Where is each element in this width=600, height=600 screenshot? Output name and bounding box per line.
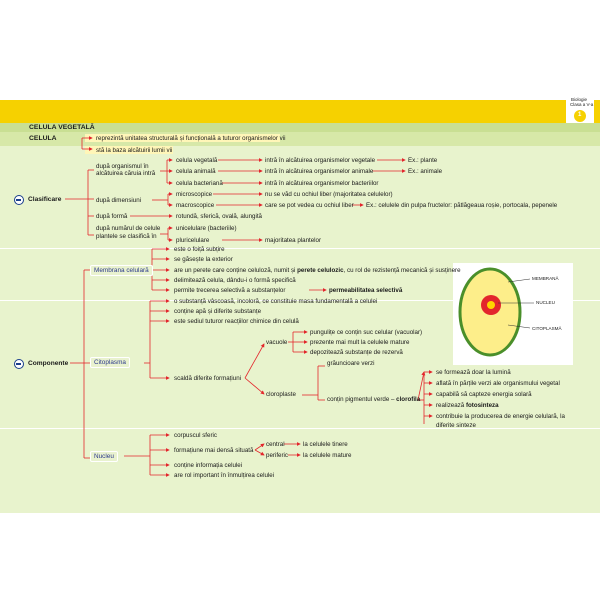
diagram-label-citoplasma: CITOPLASMĂ bbox=[532, 326, 562, 331]
class-item-example: Ex.: plante bbox=[408, 157, 438, 164]
dim-item-desc: care se pot vedea cu ochiul liber bbox=[265, 202, 354, 209]
nucleu-sub-desc: la celulele mature bbox=[303, 452, 352, 459]
cloroplaste-item bbox=[327, 396, 420, 403]
membrana-item: permite trecerea selectivă a substanțelor bbox=[174, 287, 286, 294]
numar-item: pluricelulare bbox=[176, 237, 210, 244]
membrana-tag: Membrana celulară bbox=[90, 265, 153, 276]
vacuole-item: pungulițe ce conțin suc celular (vacuolar) bbox=[310, 329, 423, 336]
membrana-text: are un perete care conține celuloză, numit și bbox=[174, 267, 298, 274]
nucleu-item: corpuscul sferic bbox=[174, 432, 217, 439]
vacuole-label: vacuole bbox=[266, 339, 288, 346]
arrow-circle-icon bbox=[14, 195, 24, 205]
class-item: celula bacteriană bbox=[176, 180, 223, 187]
class-item-desc: intră în alcătuirea organismelor animale bbox=[265, 168, 374, 175]
forma-label: după formă bbox=[96, 213, 128, 220]
membrana-item: este o foiță subțire bbox=[174, 246, 225, 253]
nucleu-sub-desc: la celulele tinere bbox=[303, 441, 348, 448]
perete-celulozic-term: perete celulozic bbox=[297, 267, 344, 274]
nucleu-tag: Nucleu bbox=[90, 451, 118, 462]
membrana-item bbox=[174, 267, 461, 274]
vacuole-item: depozitează substanțe de rezervă bbox=[310, 349, 403, 356]
componente-label: Componente bbox=[28, 360, 69, 367]
class-item-desc: intră în alcătuirea organismelor bacteriilor bbox=[265, 180, 379, 187]
permeabilitate-term: permeabilitatea selectivă bbox=[329, 287, 403, 294]
nucleu-sub: central bbox=[266, 441, 285, 448]
celula-def-1: reprezintă unitatea structurală și funcțională a tuturor organismelor vii bbox=[96, 135, 286, 142]
diagram-label-membrana: MEMBRANĂ bbox=[532, 276, 559, 281]
class-item-example: Ex.: animale bbox=[408, 168, 443, 175]
dim-item: microscopice bbox=[176, 191, 213, 198]
celula-label: CELULA bbox=[29, 135, 57, 142]
badge-grade: Clasa a V-a bbox=[570, 102, 594, 107]
nucleu-sub: periferic bbox=[266, 452, 289, 459]
clorofila-text: realizează bbox=[436, 402, 466, 409]
citoplasma-tag: Citoplasma bbox=[90, 357, 130, 368]
clorofila-term: clorofila bbox=[396, 396, 421, 403]
nucleolus-shape bbox=[487, 301, 495, 309]
clasificare-label: Clasificare bbox=[28, 196, 62, 203]
nucleu-item: formațiune mai densă situată bbox=[174, 447, 254, 454]
membrana-text: , cu rol de rezistență mecanică și susținere bbox=[343, 267, 461, 274]
membrana-item: delimitează celula, dându-i o formă specifică bbox=[174, 277, 296, 284]
cloroplaste-item: grăuncioare verzi bbox=[327, 360, 375, 367]
diagram-label-nucleu: NUCLEU bbox=[536, 300, 555, 305]
clorofila-item: diferite sinteze bbox=[436, 422, 476, 429]
citoplasma-item: este sediul tuturor reacțiilor chimice din celulă bbox=[174, 318, 299, 325]
dim-label: după dimensiuni bbox=[96, 197, 142, 204]
organism-label-1: după organismul în bbox=[96, 163, 149, 170]
numar-label-1: după numărul de celule bbox=[96, 225, 161, 232]
numar-item: unicelulare (bacteriile) bbox=[176, 225, 237, 232]
vacuole-item: prezente mai mult la celulele mature bbox=[310, 339, 410, 346]
clorofila-item: capabilă să capteze energia solară bbox=[436, 391, 532, 398]
numar-item-desc: majoritatea plantelor bbox=[265, 237, 322, 244]
numar-label-2: plantele se clasifică în bbox=[96, 233, 157, 240]
nucleu-item: are rol important în înmulțirea celulei bbox=[174, 472, 275, 479]
forma-value: rotundă, sferică, ovală, alungită bbox=[176, 213, 262, 220]
dim-item-desc: nu se văd cu ochiul liber (majoritatea celulelor) bbox=[265, 191, 393, 198]
citoplasma-item: o substanță vâscoasă, incoloră, ce constituie masa fundamentală a celulei bbox=[174, 298, 378, 305]
clorofila-item: se formează doar la lumină bbox=[436, 369, 511, 376]
badge-number: 1 bbox=[578, 112, 582, 118]
class-item: celula vegetală bbox=[176, 157, 218, 164]
dim-item: macroscopice bbox=[176, 202, 215, 209]
citoplasma-item: conține apă și diferite substanțe bbox=[174, 308, 262, 315]
clorofila-item: aflată în părțile verzi ale organismului vegetal bbox=[436, 380, 560, 387]
clorofila-item bbox=[436, 402, 499, 409]
badge-subject: Biologie bbox=[571, 97, 588, 102]
dim-item-example: Ex.: celulele din pulpa fructelor: pătlăgeaua roșie, portocala, pepenele bbox=[366, 202, 558, 209]
nucleu-item: conține informația celulei bbox=[174, 462, 243, 469]
class-item-desc: intră în alcătuirea organismelor vegetale bbox=[265, 157, 376, 164]
section-title: CELULA VEGETALĂ bbox=[29, 124, 95, 131]
class-item: celula animală bbox=[176, 168, 216, 175]
arrow-circle-icon bbox=[14, 359, 24, 369]
citoplasma-item: scaldă diferite formațiuni bbox=[174, 375, 242, 382]
organism-label-2: alcătuirea căruia intră bbox=[96, 170, 156, 177]
fotosinteza-term: fotosinteza bbox=[465, 402, 499, 409]
celula-def-2: stă la baza alcătuirii lumii vii bbox=[96, 147, 173, 154]
cloroplaste-label: cloroplaste bbox=[266, 391, 296, 398]
clorofila-item: contribuie la producerea de energie celulară, la bbox=[436, 413, 565, 420]
membrana-item: se găsește la exterior bbox=[174, 256, 233, 263]
cloroplaste-text: conțin pigmentul verde – bbox=[327, 396, 397, 403]
